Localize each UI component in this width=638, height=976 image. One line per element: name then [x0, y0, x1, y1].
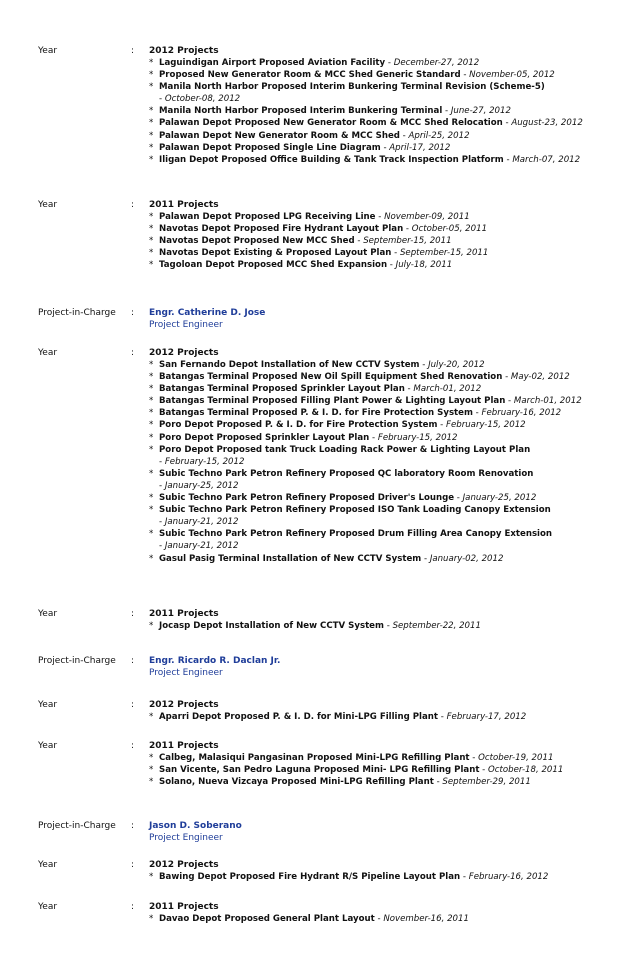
label-colon: : — [131, 46, 135, 56]
bullet-star: * — [149, 118, 154, 129]
bullet-star: * — [149, 212, 154, 222]
project-date: February-16, 2012 — [481, 408, 562, 419]
bullet-star: * — [149, 420, 154, 431]
project-date: February-15, 2012 — [164, 456, 245, 467]
project-item — [149, 553, 619, 565]
project-item — [149, 776, 619, 788]
date-separator: - — [472, 408, 482, 419]
project-name: Batangas Terminal Proposed Sprinkler Layout Plan — [159, 384, 405, 395]
project-item — [149, 432, 619, 444]
project-date: June-27, 2012 — [450, 106, 511, 117]
bullet-star: * — [149, 130, 154, 141]
year-heading: 2011 Projects — [149, 902, 219, 912]
section-content — [149, 901, 619, 925]
bullet-star: * — [149, 384, 154, 395]
section-label: Year — [38, 700, 58, 710]
project-item — [149, 223, 619, 235]
date-separator: - — [442, 106, 451, 117]
bullet-star: * — [149, 236, 154, 247]
project-name: Solano, Nueva Vizcaya Proposed Mini-LPG Refilling Plant — [159, 777, 434, 788]
date-separator: - — [433, 777, 443, 788]
project-name: San Fernando Depot Installation of New CCTV System — [159, 360, 420, 370]
label-colon: : — [131, 741, 135, 751]
project-name: Poro Depot Proposed tank Truck Loading Rack Power & Lighting Layout Plan — [159, 444, 531, 455]
project-name: Palawan Depot Proposed New Generator Room & MCC Shed Relocation — [159, 118, 503, 129]
section-label: Year — [38, 741, 58, 751]
project-date: March-07, 2012 — [512, 154, 581, 165]
project-date: January-25, 2012 — [164, 480, 239, 491]
date-separator: - — [380, 142, 390, 153]
engineer-role: Project Engineer — [149, 320, 223, 330]
project-date: September-15, 2011 — [363, 236, 452, 247]
project-name: Bawing Depot Proposed Fire Hydrant R/S Pipeline Layout Plan — [159, 872, 461, 882]
bullet-star: * — [149, 777, 154, 788]
project-date: November-05, 2012 — [469, 70, 555, 81]
date-separator: - — [437, 420, 447, 431]
project-name: Jocasp Depot Installation of New CCTV System — [159, 621, 384, 631]
label-colon: : — [131, 656, 135, 666]
project-date: January-21, 2012 — [164, 517, 239, 528]
project-name: Batangas Terminal Proposed Filling Plant Power & Lighting Layout Plan — [159, 396, 506, 407]
project-name: Subic Techno Park Petron Refinery Proposed QC laboratory Room Renovation — [159, 468, 534, 479]
bullet-star: * — [149, 224, 154, 235]
bullet-star: * — [149, 621, 154, 631]
project-item — [149, 69, 619, 81]
project-date: May-02, 2012 — [510, 372, 570, 383]
project-date: August-23, 2012 — [511, 118, 583, 129]
project-name: Gasul Pasig Terminal Installation of New CCTV System — [159, 553, 422, 564]
project-date: December-27, 2012 — [393, 58, 480, 68]
project-name: Manila North Harbor Proposed Interim Bunkering Terminal — [159, 106, 443, 117]
date-separator: - — [383, 621, 393, 631]
bullet-star: * — [149, 872, 154, 882]
year-heading: 2011 Projects — [149, 609, 219, 619]
project-item — [149, 259, 619, 271]
project-item — [149, 81, 619, 93]
project-item — [149, 752, 619, 764]
project-date: October-05, 2011 — [411, 224, 488, 235]
bullet-star: * — [149, 154, 154, 165]
bullet-star: * — [149, 82, 154, 93]
project-date: February-15, 2012 — [377, 432, 458, 443]
project-date: January-21, 2012 — [164, 541, 239, 552]
project-date: July-20, 2012 — [428, 360, 485, 370]
bullet-star: * — [149, 468, 154, 479]
label-colon: : — [131, 308, 135, 318]
project-name: Navotas Depot Proposed Fire Hydrant Layout Plan — [159, 224, 404, 235]
project-item — [149, 871, 619, 883]
project-name: Iligan Depot Proposed Office Building & Tank Track Inspection Platform — [159, 154, 504, 165]
date-separator: - — [460, 872, 469, 882]
section-content — [149, 45, 619, 166]
project-name: Calbeg, Malasiqui Pangasinan Proposed Mini-LPG Refilling Plant — [159, 753, 470, 763]
project-date: November-09, 2011 — [384, 212, 470, 222]
bullet-star: * — [149, 914, 154, 924]
label-colon: : — [131, 700, 135, 710]
project-item — [149, 130, 619, 142]
section-content — [149, 820, 619, 844]
project-item — [149, 711, 619, 723]
project-item — [149, 504, 619, 516]
project-item — [149, 528, 619, 540]
bullet-star: * — [149, 444, 154, 455]
project-item — [149, 211, 619, 223]
date-separator: - — [159, 94, 165, 105]
section-label: Year — [38, 860, 58, 870]
date-separator: - — [369, 432, 378, 443]
project-item — [149, 235, 619, 247]
project-item — [149, 492, 619, 504]
project-item — [149, 516, 619, 528]
section-content — [149, 655, 619, 679]
project-name: Batangas Terminal Proposed P. & I. D. for Fire Protection System — [159, 408, 473, 419]
label-colon: : — [131, 609, 135, 619]
project-name: Palawan Depot New Generator Room & MCC Shed — [159, 130, 400, 141]
project-item — [149, 117, 619, 129]
year-heading: 2012 Projects — [149, 860, 219, 870]
bullet-star: * — [149, 396, 154, 407]
date-separator: - — [454, 493, 463, 504]
project-item — [149, 105, 619, 117]
project-date: April-17, 2012 — [389, 142, 451, 153]
project-name: Subic Techno Park Petron Refinery Proposed Drum Filling Area Canopy Extension — [159, 529, 553, 540]
date-separator: - — [159, 456, 165, 467]
project-item — [149, 247, 619, 259]
project-name: Manila North Harbor Proposed Interim Bunkering Terminal Revision (Scheme-5) — [159, 82, 545, 93]
project-item — [149, 468, 619, 480]
engineer-role: Project Engineer — [149, 668, 223, 678]
bullet-star: * — [149, 765, 154, 776]
year-heading: 2012 Projects — [149, 700, 219, 710]
date-separator: - — [460, 70, 470, 81]
bullet-star: * — [149, 260, 154, 271]
project-date: September-22, 2011 — [392, 621, 481, 631]
section-content — [149, 699, 619, 723]
project-name: Laguindigan Airport Proposed Aviation Facility — [159, 58, 386, 68]
project-name: Navotas Depot Existing & Proposed Layout Plan — [159, 248, 392, 259]
label-colon: : — [131, 200, 135, 210]
bullet-star: * — [149, 372, 154, 383]
bullet-star: * — [149, 753, 154, 763]
project-name: Batangas Terminal Proposed New Oil Spill Equipment Shed Renovation — [159, 372, 503, 383]
project-name: Poro Depot Proposed P. & I. D. for Fire Protection System — [159, 420, 438, 431]
project-name: Palawan Depot Proposed LPG Receiving Line — [159, 212, 376, 222]
project-name: Subic Techno Park Petron Refinery Proposed Driver's Lounge — [159, 493, 455, 504]
date-separator: - — [505, 396, 514, 407]
bullet-star: * — [149, 106, 154, 117]
project-item — [149, 93, 619, 105]
project-item — [149, 764, 619, 776]
bullet-star: * — [149, 712, 154, 722]
section-label: Year — [38, 46, 58, 56]
date-separator: - — [438, 712, 447, 722]
project-name: Proposed New Generator Room & MCC Shed Generic Standard — [159, 70, 461, 81]
project-date: October-19, 2011 — [478, 753, 554, 763]
date-separator: - — [374, 914, 384, 924]
year-heading: 2011 Projects — [149, 741, 219, 751]
bullet-star: * — [149, 58, 154, 68]
section-label: Project-in-Charge — [38, 308, 116, 318]
project-item — [149, 154, 619, 166]
bullet-star: * — [149, 70, 154, 81]
date-separator: - — [391, 248, 400, 259]
project-date: March-01, 2012 — [413, 384, 482, 395]
date-separator: - — [354, 236, 364, 247]
bullet-star: * — [149, 505, 154, 516]
project-date: September-29, 2011 — [442, 777, 531, 788]
date-separator: - — [502, 118, 512, 129]
bullet-star: * — [149, 360, 154, 370]
project-date: October-18, 2011 — [488, 765, 564, 776]
project-item — [149, 480, 619, 492]
date-separator: - — [502, 372, 511, 383]
project-date: July-18, 2011 — [395, 260, 453, 271]
date-separator: - — [403, 224, 412, 235]
engineer-name: Engr. Ricardo R. Daclan Jr. — [149, 656, 281, 666]
project-item — [149, 142, 619, 154]
date-separator: - — [375, 212, 385, 222]
engineer-name: Engr. Catherine D. Jose — [149, 308, 266, 318]
date-separator: - — [159, 517, 165, 528]
section-label: Year — [38, 609, 58, 619]
project-name: Tagoloan Depot Proposed MCC Shed Expansion — [159, 260, 388, 271]
bullet-star: * — [149, 553, 154, 564]
project-name: Navotas Depot Proposed New MCC Shed — [159, 236, 355, 247]
section-content — [149, 307, 619, 331]
bullet-star: * — [149, 493, 154, 504]
project-item — [149, 383, 619, 395]
project-item — [149, 395, 619, 407]
label-colon: : — [131, 860, 135, 870]
project-date: February-16, 2012 — [468, 872, 549, 882]
project-name: San Vicente, San Pedro Laguna Proposed Mini- LPG Refilling Plant — [159, 765, 480, 776]
label-colon: : — [131, 348, 135, 358]
project-date: November-16, 2011 — [383, 914, 469, 924]
bullet-star: * — [149, 248, 154, 259]
year-heading: 2012 Projects — [149, 348, 219, 358]
section-label: Year — [38, 348, 58, 358]
project-date: September-15, 2011 — [399, 248, 489, 259]
section-content — [149, 740, 619, 788]
project-date: January-02, 2012 — [429, 553, 504, 564]
year-heading: 2011 Projects — [149, 200, 219, 210]
bullet-star: * — [149, 432, 154, 443]
project-item — [149, 419, 619, 431]
date-separator: - — [479, 765, 489, 776]
project-item — [149, 359, 619, 371]
date-separator: - — [159, 480, 165, 491]
project-name: Poro Depot Proposed Sprinkler Layout Plan — [159, 432, 370, 443]
project-date: January-25, 2012 — [462, 493, 537, 504]
section-label: Project-in-Charge — [38, 821, 116, 831]
section-label: Year — [38, 902, 58, 912]
project-name: Aparri Depot Proposed P. & I. D. for Mini-LPG Filling Plant — [159, 712, 439, 722]
project-name: Subic Techno Park Petron Refinery Proposed ISO Tank Loading Canopy Extension — [159, 505, 551, 516]
project-item — [149, 620, 619, 632]
date-separator: - — [421, 553, 430, 564]
date-separator: - — [159, 541, 165, 552]
date-separator: - — [404, 384, 414, 395]
project-item — [149, 540, 619, 552]
engineer-role: Project Engineer — [149, 833, 223, 843]
project-date: February-17, 2012 — [446, 712, 527, 722]
project-item — [149, 407, 619, 419]
section-label: Project-in-Charge — [38, 656, 116, 666]
date-separator: - — [419, 360, 429, 370]
section-content — [149, 608, 619, 632]
project-date: March-01, 2012 — [513, 396, 582, 407]
date-separator: - — [469, 753, 479, 763]
date-separator: - — [399, 130, 409, 141]
label-colon: : — [131, 902, 135, 912]
project-name: Palawan Depot Proposed Single Line Diagram — [159, 142, 381, 153]
project-item — [149, 913, 619, 925]
date-separator: - — [503, 154, 513, 165]
project-item — [149, 57, 619, 69]
section-content — [149, 199, 619, 271]
project-date: February-15, 2012 — [446, 420, 526, 431]
year-heading: 2012 Projects — [149, 46, 219, 56]
project-date: April-25, 2012 — [408, 130, 470, 141]
date-separator: - — [385, 58, 394, 68]
engineer-name: Jason D. Soberano — [149, 821, 242, 831]
project-date: October-08, 2012 — [164, 94, 241, 105]
section-content — [149, 859, 619, 883]
bullet-star: * — [149, 142, 154, 153]
section-content — [149, 347, 619, 565]
bullet-star: * — [149, 529, 154, 540]
date-separator: - — [387, 260, 396, 271]
project-item — [149, 444, 619, 456]
project-item — [149, 371, 619, 383]
bullet-star: * — [149, 408, 154, 419]
project-name: Davao Depot Proposed General Plant Layout — [159, 914, 375, 924]
project-item — [149, 456, 619, 468]
label-colon: : — [131, 821, 135, 831]
section-label: Year — [38, 200, 58, 210]
